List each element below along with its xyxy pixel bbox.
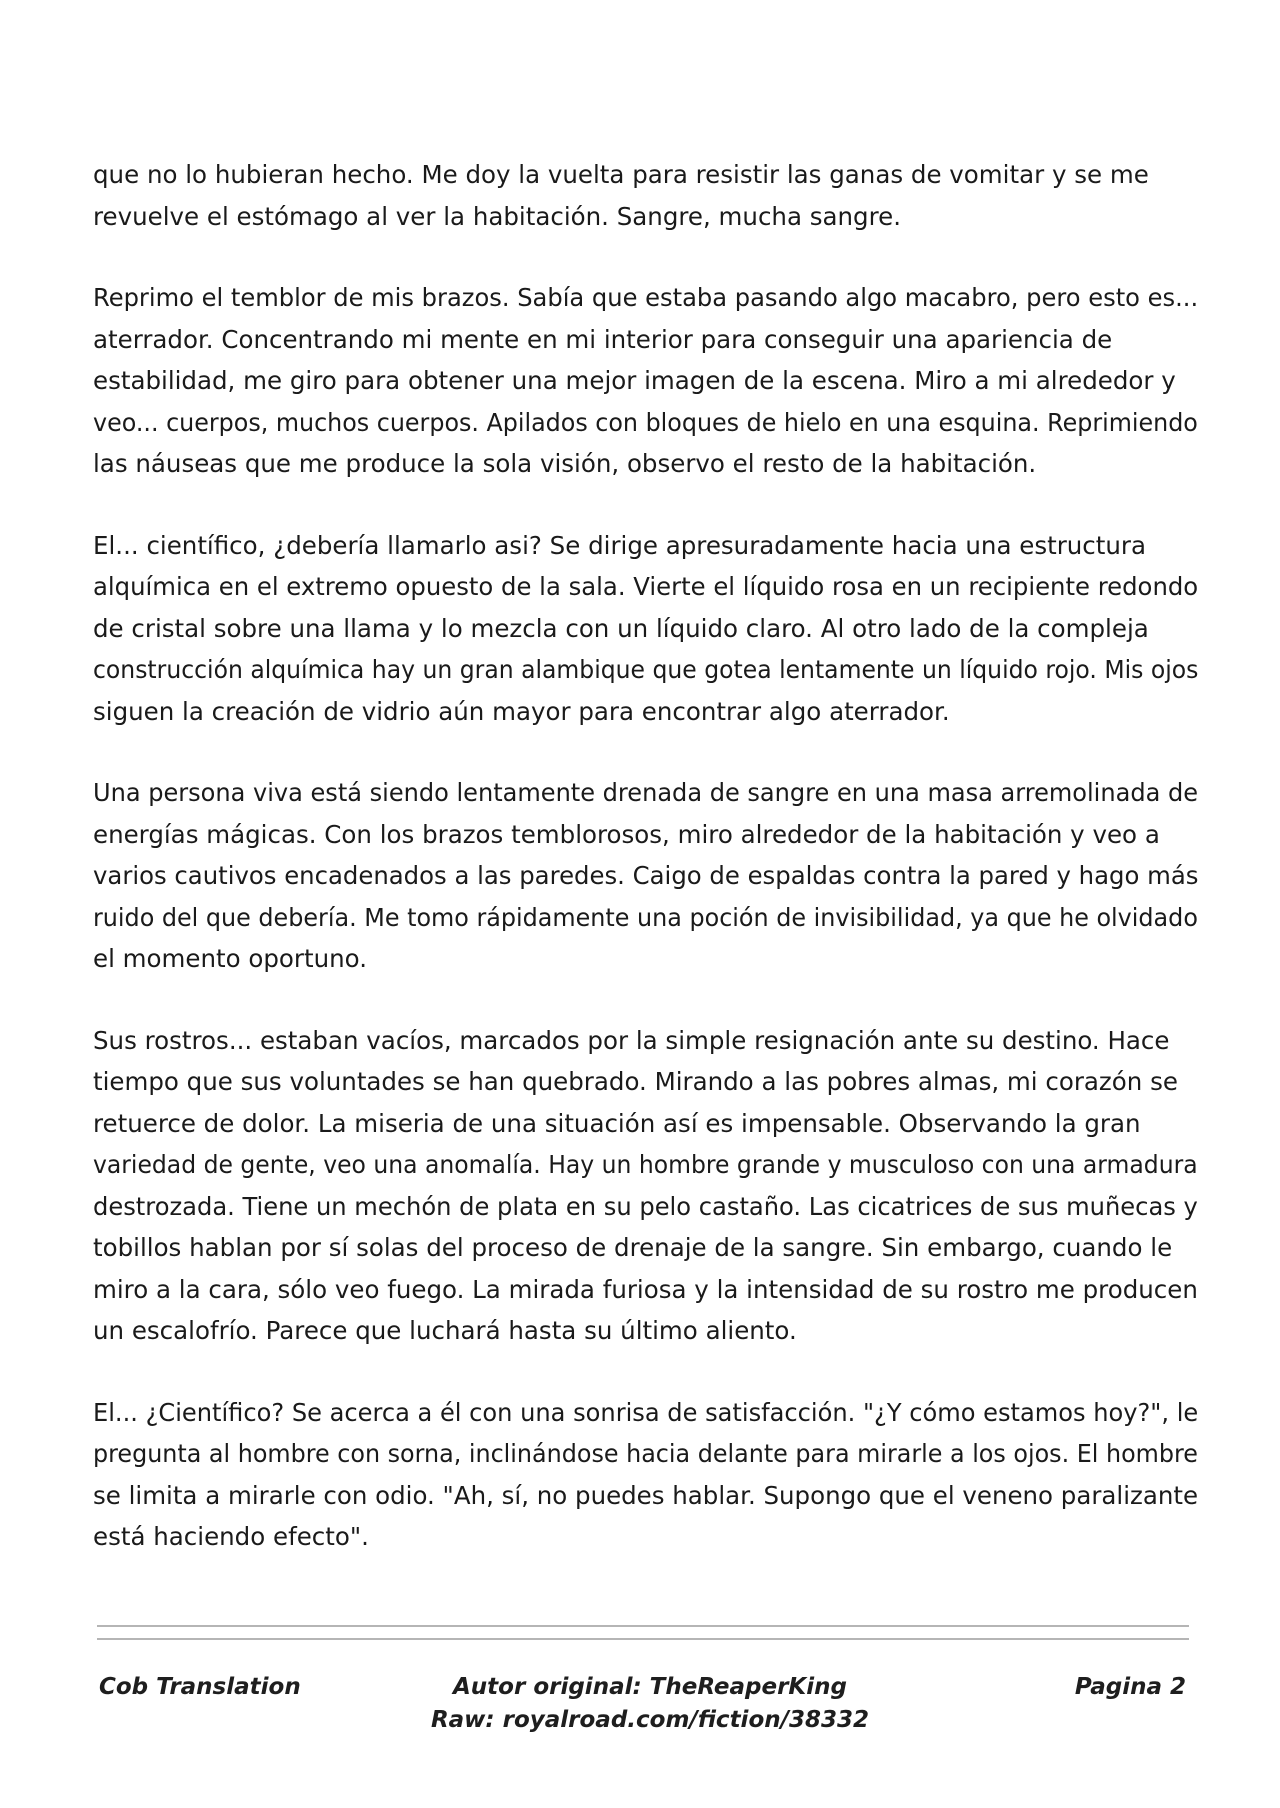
text-line: las náuseas que me produce la sola visión, observo el resto de la habitación. bbox=[93, 449, 1037, 478]
footer-translator: Cob Translation bbox=[99, 1674, 301, 1700]
text-line: de cristal sobre una llama y lo mezcla con un líquido claro. Al otro lado de la compleja bbox=[93, 613, 1149, 643]
text-line: alquímica en el extremo opuesto de la sala. Vierte el líquido rosa en un recipiente redondo bbox=[93, 572, 1199, 601]
footer-divider-top bbox=[97, 1625, 1189, 1627]
footer-divider-bottom bbox=[97, 1638, 1189, 1640]
text-line: el momento oportuno. bbox=[93, 944, 367, 973]
text-line: tobillos hablan por sí solas del proceso de drenaje de la sangre. Sin embargo, cuando le bbox=[93, 1233, 1173, 1262]
text-line: estabilidad, me giro para obtener una mejor imagen de la escena. Miro a mi alrededor y bbox=[93, 366, 1176, 395]
text-line: energías mágicas. Con los brazos temblorosos, miro alrededor de la habitación y veo a bbox=[93, 819, 1160, 849]
text-line: veo... cuerpos, muchos cuerpos. Apilados con bloques de hielo en una esquina. Reprimiendo bbox=[93, 407, 1198, 437]
text-line: siguen la creación de vidrio aún mayor para encontrar algo aterrador. bbox=[93, 696, 950, 726]
text-line: destrozada. Tiene un mechón de plata en su pelo castaño. Las cicatrices de sus muñecas y bbox=[93, 1191, 1198, 1221]
text-line: se limita a mirarle con odio. "Ah, sí, no puedes hablar. Supongo que el veneno paralizante bbox=[93, 1480, 1199, 1510]
text-line: revuelve el estómago al ver la habitación. Sangre, mucha sangre. bbox=[93, 201, 901, 231]
paragraph bbox=[93, 1392, 1198, 1558]
text-line: El... científico, ¿debería llamarlo asi? Se dirige apresuradamente hacia una estructura bbox=[93, 530, 1146, 560]
text-line: ruido del que debería. Me tomo rápidamente una poción de invisibilidad, ya que he olvidado bbox=[93, 902, 1198, 932]
text-line: varios cautivos encadenados a las paredes. Caigo de espaldas contra la pared y hago más bbox=[93, 861, 1199, 890]
text-line: un escalofrío. Parece que luchará hasta su último aliento. bbox=[93, 1316, 797, 1345]
text-line: Reprimo el temblor de mis brazos. Sabía que estaba pasando algo macabro, pero esto es... bbox=[93, 283, 1199, 312]
footer-page-number: Pagina 2 bbox=[1074, 1674, 1186, 1700]
paragraph bbox=[93, 1020, 1198, 1352]
text-line: El... ¿Científico? Se acerca a él con una sonrisa de satisfacción. "¿Y cómo estamos hoy?", le bbox=[93, 1397, 1199, 1427]
text-line: tiempo que sus voluntades se han quebrado. Mirando a las pobres almas, mi corazón se bbox=[93, 1067, 1178, 1096]
footer-raw-source: Raw: royalroad.com/fiction/38332 bbox=[430, 1707, 870, 1733]
paragraph bbox=[93, 277, 1198, 485]
text-line: variedad de gente, veo una anomalía. Hay un hombre grande y musculoso con una armadura bbox=[93, 1150, 1198, 1179]
paragraph bbox=[93, 154, 1198, 237]
text-line: Sus rostros... estaban vacíos, marcados por la simple resignación ante su destino. Hace bbox=[93, 1025, 1170, 1055]
text-line: está haciendo efecto". bbox=[93, 1522, 369, 1551]
text-line: construcción alquímica hay un gran alambique que gotea lentamente un líquido rojo. Mis ojos bbox=[93, 655, 1199, 684]
text-line: que no lo hubieran hecho. Me doy la vuelta para resistir las ganas de vomitar y se me bbox=[93, 160, 1149, 189]
text-line: miro a la cara, sólo veo fuego. La mirada furiosa y la intensidad de su rostro me producen bbox=[93, 1274, 1198, 1304]
text-line: retuerce de dolor. La miseria de una situación así es impensable. Observando la gran bbox=[93, 1108, 1141, 1138]
text-line: Una persona viva está siendo lentamente drenada de sangre en una masa arremolinada de bbox=[93, 778, 1199, 807]
body-text bbox=[93, 154, 1198, 1598]
text-line: pregunta al hombre con sorna, inclinándose hacia delante para mirarle a los ojos. El hombre bbox=[93, 1439, 1198, 1468]
paragraph bbox=[93, 525, 1198, 733]
paragraph bbox=[93, 772, 1198, 980]
footer-author: Autor original: TheReaperKing bbox=[453, 1674, 847, 1700]
text-line: aterrador. Concentrando mi mente en mi interior para conseguir una apariencia de bbox=[93, 324, 1113, 354]
